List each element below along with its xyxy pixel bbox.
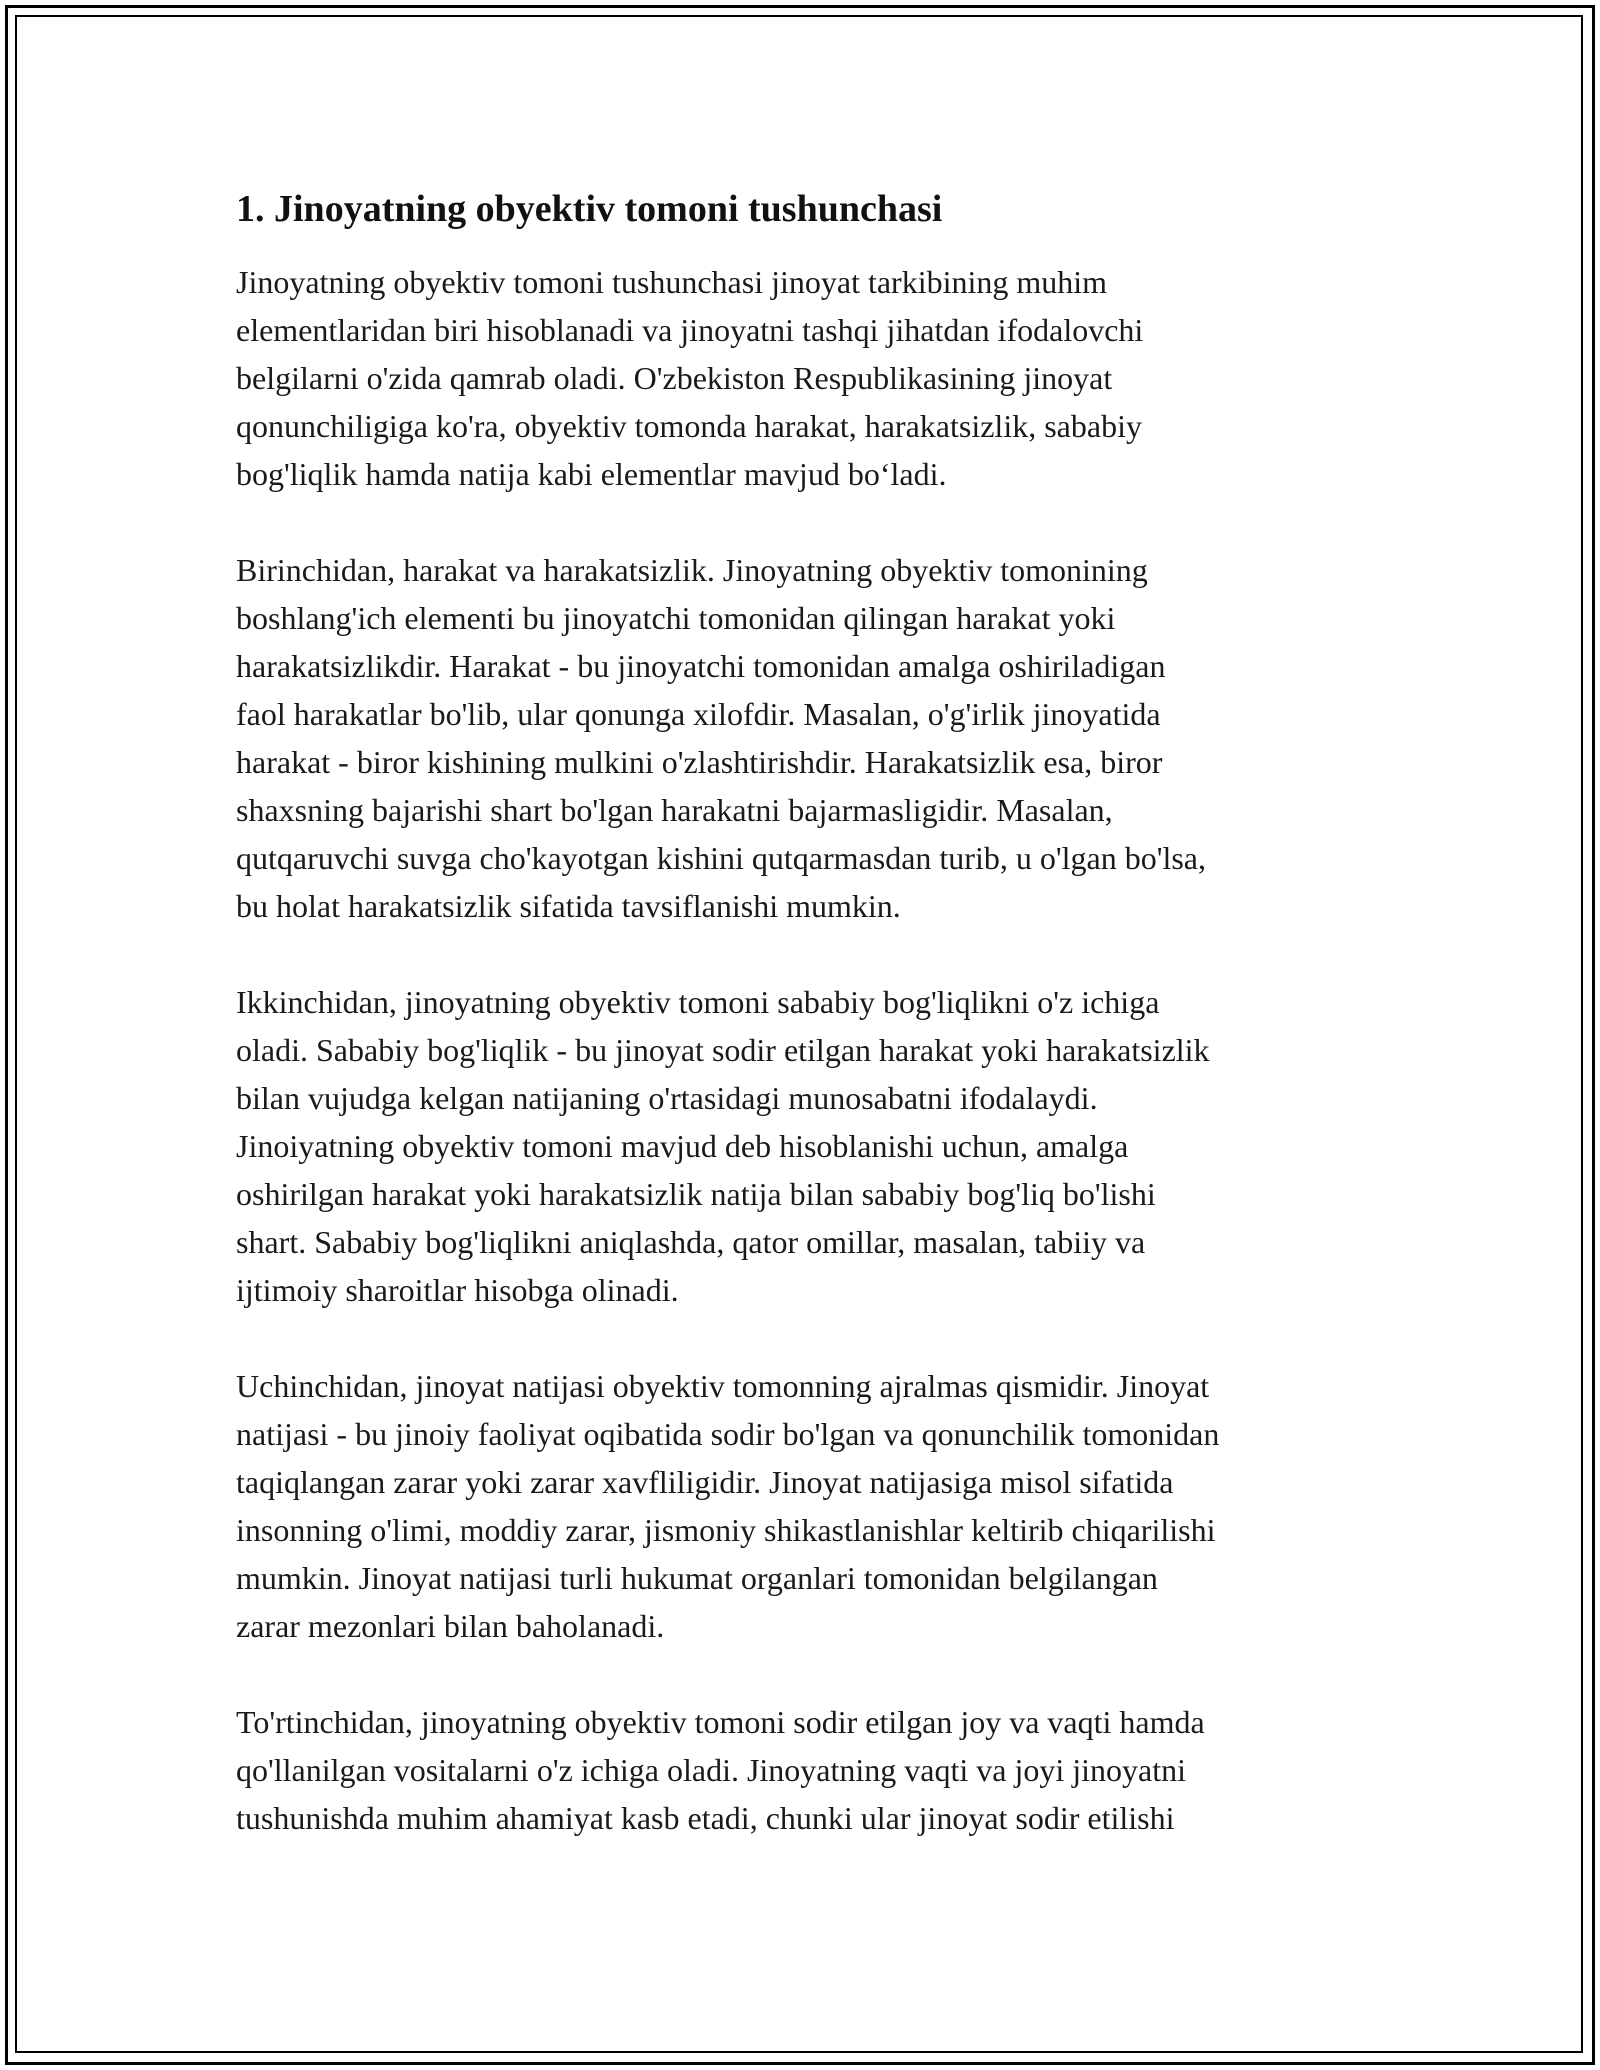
- document-body: [236, 183, 1386, 1890]
- paragraph-4: Uchinchidan, jinoyat natijasi obyektiv tomonning ajralmas qismidir. Jinoyat natijasi - bu jinoiy faoliyat oqibatida sodir bo'lgan va qonunchilik tomonidan taqiqlangan zarar yoki zarar xavfliligidir. Jinoyat natijasiga misol sifatida insonning o'limi, moddiy zarar, jismoniy shikastlanishlar keltirib chiqarilishi mumkin. Jinoyat natijasi turli hukumat organlari tomonidan belgilangan zarar mezonlari bilan baholanadi.: [236, 1368, 1220, 1645]
- section-heading: 1. Jinoyatning obyektiv tomoni tushunchasi: [236, 188, 943, 230]
- paragraph-5: To'rtinchidan, jinoyatning obyektiv tomoni sodir etilgan joy va vaqti hamda qo'llanilgan vositalarni o'z ichiga oladi. Jinoyatning vaqti va joyi jinoyatni tushunishda muhim ahamiyat kasb etadi, chunki ular jinoyat sodir etilishi: [236, 1704, 1205, 1837]
- paragraph-2: Birinchidan, harakat va harakatsizlik. Jinoyatning obyektiv tomonining boshlang'ich elementi bu jinoyatchi tomonidan qilingan harakat yoki harakatsizlikdir. Harakat - bu jinoyatchi tomonidan amalga oshiriladigan faol harakatlar bo'lib, ular qonunga xilofdir. Masalan, o'g'irlik jinoyatida harakat - biror kishining mulkini o'zlashtirishdir. Harakatsizlik esa, biror shaxsning bajarishi shart bo'lgan harakatni bajarmasligidir. Masalan, qutqaruvchi suvga cho'kayotgan kishini qutqarmasdan turib, u o'lgan bo'lsa, bu holat harakatsizlik sifatida tavsiflanishi mumkin.: [236, 552, 1206, 925]
- paragraph-3: Ikkinchidan, jinoyatning obyektiv tomoni sababiy bog'liqlikni o'z ichiga oladi. Sababiy bog'liqlik - bu jinoyat sodir etilgan harakat yoki harakatsizlik bilan vujudga kelgan natijaning o'rtasidagi munosabatni ifodalaydi. Jinoiyatning obyektiv tomoni mavjud deb hisoblanishi uchun, amalga oshirilgan harakat yoki harakatsizlik natija bilan sababiy bog'liq bo'lishi shart. Sababiy bog'liqlikni aniqlashda, qator omillar, masalan, tabiiy va ijtimoiy sharoitlar hisobga olinadi.: [236, 984, 1210, 1309]
- paragraph-1: Jinoyatning obyektiv tomoni tushunchasi jinoyat tarkibining muhim elementlaridan biri hisoblanadi va jinoyatni tashqi jihatdan ifodalovchi belgilarni o'zida qamrab oladi. O'zbekiston Respublikasining jinoyat qonunchiligiga ko'ra, obyektiv tomonda harakat, harakatsizlik, sababiy bog'liqlik hamda natija kabi elementlar mavjud bo‘ladi.: [236, 264, 1144, 493]
